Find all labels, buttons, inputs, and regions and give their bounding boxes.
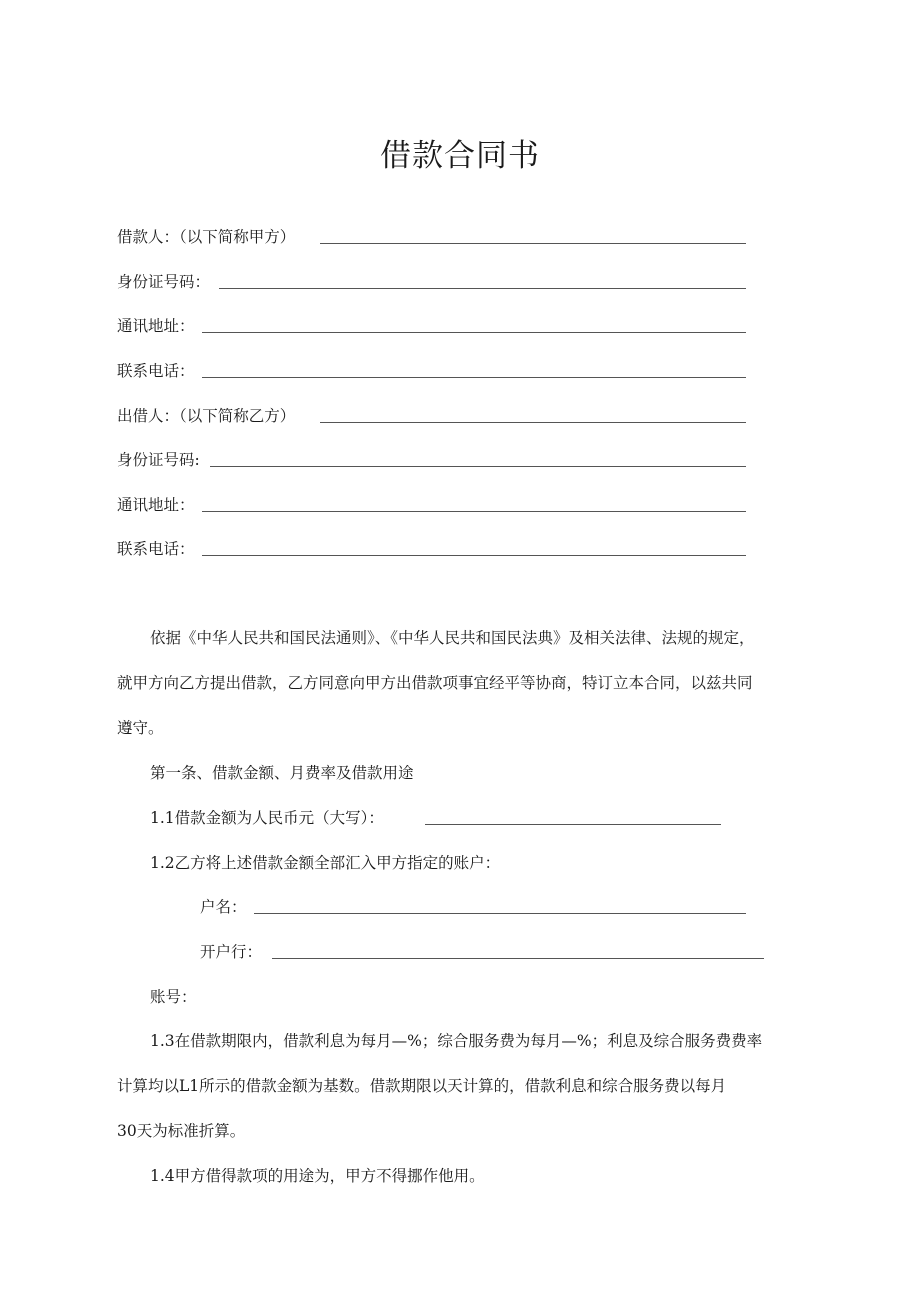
clause-1-3-line-2: 计算均以L1所示的借款金额为基数。借款期限以天计算的，借款利息和综合服务费以每月 — [117, 1077, 727, 1095]
clause-1-3-line-3: 30天为标准折算。 — [117, 1122, 246, 1140]
borrower-id-blank[interactable] — [219, 288, 746, 289]
borrower-id-label: 身份证号码： — [117, 273, 211, 291]
borrower-phone-label: 联系电话： — [117, 362, 195, 380]
intro-line-2: 就甲方向乙方提出借款，乙方同意向甲方出借款项事宜经平等协商，特订立本合同，以兹共同 — [117, 674, 753, 692]
lender-address-blank[interactable] — [202, 511, 746, 512]
borrower-name-blank[interactable] — [320, 243, 746, 244]
borrower-address-label: 通讯地址： — [117, 317, 195, 335]
bank-blank[interactable] — [272, 958, 764, 959]
account-name-label: 户名： — [200, 898, 247, 916]
account-name-blank[interactable] — [254, 913, 746, 914]
article-1-heading: 第一条、借款金额、月费率及借款用途 — [150, 764, 414, 782]
clause-1-2: 1.2乙方将上述借款金额全部汇入甲方指定的账户： — [150, 854, 501, 872]
lender-phone-label: 联系电话： — [117, 540, 195, 558]
borrower-label: 借款人：（以下简称甲方） — [117, 228, 296, 246]
lender-phone-blank[interactable] — [202, 555, 746, 556]
intro-line-3: 遵守。 — [117, 719, 164, 737]
lender-address-label: 通讯地址： — [117, 496, 195, 514]
lender-label: 出借人：（以下简称乙方） — [117, 407, 296, 425]
document-title: 借款合同书 — [380, 138, 540, 174]
clause-1-1: 1.1借款金额为人民币元（大写）： — [150, 809, 384, 827]
loan-amount-blank[interactable] — [425, 824, 721, 825]
intro-line-1: 依据《中华人民共和国民法通则》、《中华人民共和国民法典》及相关法律、法规的规定， — [150, 629, 755, 647]
lender-name-blank[interactable] — [320, 422, 746, 423]
bank-label: 开户行： — [200, 943, 263, 961]
lender-id-blank[interactable] — [210, 466, 746, 467]
clause-1-4: 1.4甲方借得款项的用途为，甲方不得挪作他用。 — [150, 1167, 485, 1185]
clause-1-3-line-1: 1.3在借款期限内，借款利息为每月—%；综合服务费为每月—%；利息及综合服务费费率 — [150, 1032, 763, 1050]
lender-id-label: 身份证号码: — [117, 451, 200, 469]
account-number-label: 账号： — [150, 988, 197, 1006]
borrower-phone-blank[interactable] — [202, 377, 746, 378]
borrower-address-blank[interactable] — [202, 332, 746, 333]
